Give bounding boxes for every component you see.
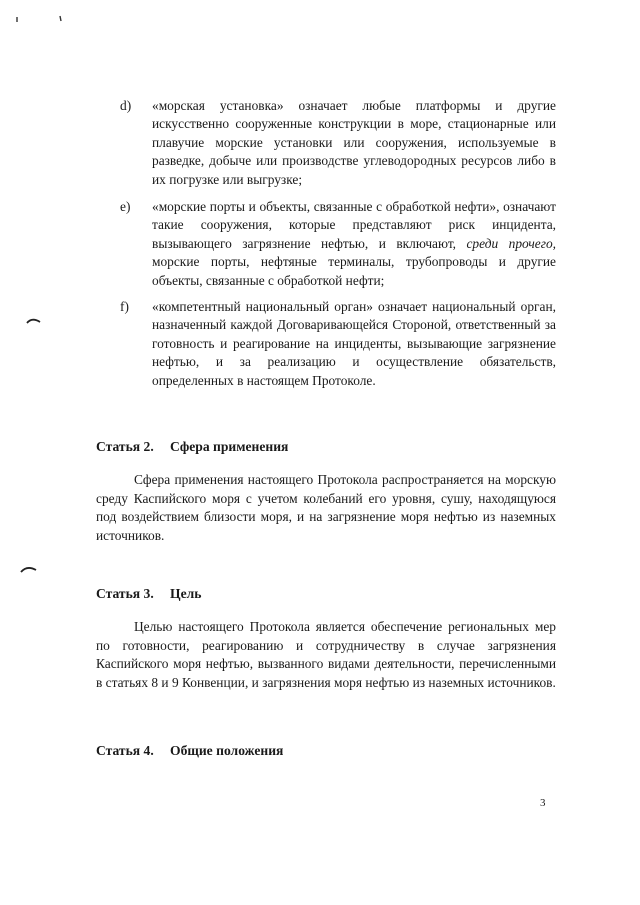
- page-number: 3: [540, 797, 546, 809]
- scan-mark-top-left: [14, 16, 22, 24]
- definition-text: «компетентный национальный орган» означает национальный орган, назначенный каждой Договаривающейся Стороной, ответственный за готовность и реагирование на инциденты, вызывающие загрязнение нефтью, и за реализацию и осуществление обязательств, определенных в настоящем Протоколе.: [152, 299, 556, 388]
- article-2-text: Сфера применения настоящего Протокола распространяется на морскую среду Каспийского моря с учетом колебаний его уровня, сушу, находящуюся под воздействием близости моря, и на загрязнение моря нефтью из наземных источников.: [96, 472, 556, 543]
- definition-text-part: «морские порты и объекты, связанные с обработкой нефти», означают такие сооружения, которые представляют риск инцидента, вызывающего загрязнение нефтью, и включают,: [152, 199, 556, 251]
- scan-mark-left-2: [20, 564, 38, 574]
- scan-mark-left-1: [26, 316, 42, 326]
- article-title: Общие положения: [170, 743, 284, 758]
- article-2-heading: [96, 439, 288, 455]
- definition-item-f: [120, 298, 556, 390]
- article-3-heading: [96, 586, 201, 602]
- definition-text-part: морские порты, нефтяные терминалы, трубопроводы и другие объекты, связанные с обработкой нефти;: [152, 254, 556, 288]
- article-3-text: Целью настоящего Протокола является обеспечение региональных мер по готовности, реагированию и сотрудничеству в случае загрязнения Каспийского моря нефтью, вызванного видами деятельности, перечисленными в статьях 8 и 9 Конвенции, и загрязнения моря нефтью из наземных источников.: [96, 619, 556, 690]
- article-title: Сфера применения: [170, 439, 289, 454]
- article-number: Статья 3.: [96, 586, 154, 601]
- article-title: Цель: [170, 586, 202, 601]
- definition-label: f): [120, 299, 129, 314]
- definition-item-e: [120, 198, 556, 290]
- article-4-heading: [96, 743, 283, 759]
- definition-label: d): [120, 98, 132, 113]
- definition-item-d: [120, 97, 556, 189]
- definition-text-italic: среди прочего,: [466, 235, 556, 251]
- article-number: Статья 4.: [96, 743, 154, 758]
- definition-text: «морская установка» означает любые платформы и другие искусственно сооруженные конструкции в море, стационарные или плавучие морские установки или сооружения, используемые в разведке, добыче или производстве углеводородных ресурсов либо в их погрузке или выгрузке;: [152, 98, 556, 187]
- definition-text: [152, 198, 556, 290]
- definition-label: e): [120, 199, 131, 214]
- scan-mark-top: [57, 15, 65, 23]
- article-number: Статья 2.: [96, 439, 154, 454]
